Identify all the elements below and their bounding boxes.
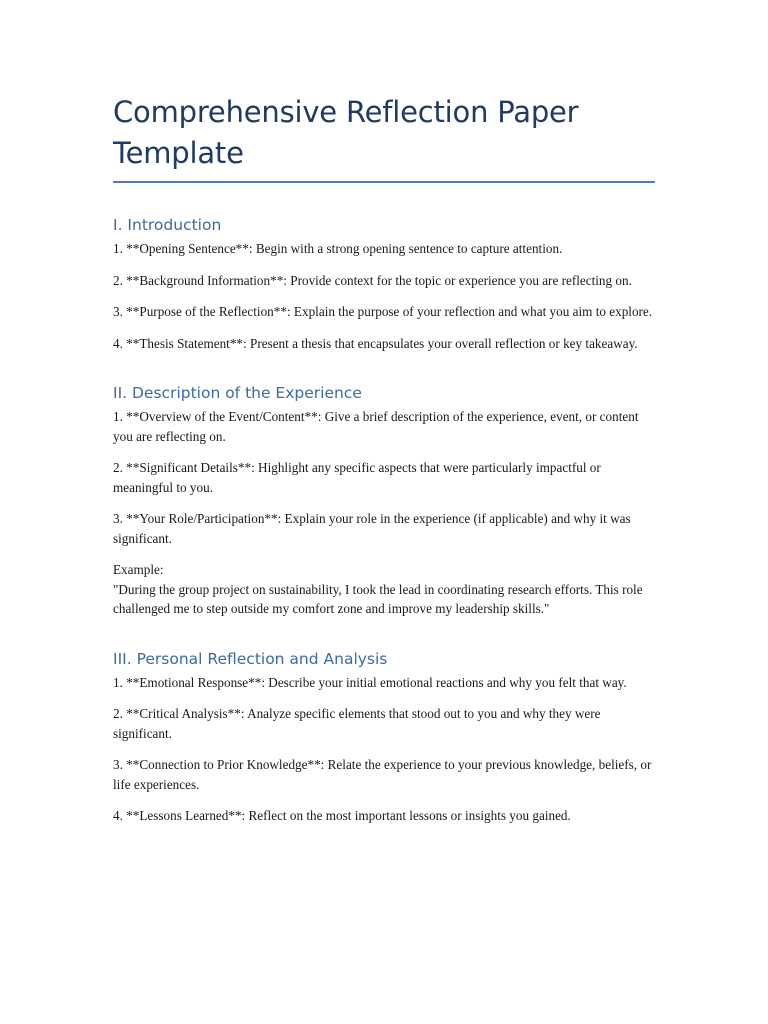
list-item: 3. **Your Role/Participation**: Explain your role in the experience (if applicable) and why it was significant.	[113, 511, 631, 546]
section-heading-reflection: III. Personal Reflection and Analysis	[113, 649, 388, 668]
title-underline	[113, 181, 655, 183]
list-item: 2. **Critical Analysis**: Analyze specific elements that stood out to you and why they were significant.	[113, 706, 601, 741]
list-item: 1. **Overview of the Event/Content**: Give a brief description of the experience, event, or content you are reflecting on.	[113, 409, 639, 444]
list-item: 4. **Thesis Statement**: Present a thesis that encapsulates your overall reflection or key takeaway.	[113, 335, 638, 351]
list-item: 1. **Opening Sentence**: Begin with a strong opening sentence to capture attention.	[113, 241, 563, 256]
document-title: Comprehensive Reflection Paper Template	[113, 95, 579, 170]
example-quote: "During the group project on sustainability, I took the lead in coordinating research efforts. This role challenged me to step outside my comfort zone and improve my leadership skills."	[113, 581, 643, 616]
list-item: 3. **Purpose of the Reflection**: Explain the purpose of your reflection and what you aim to explore.	[113, 304, 653, 319]
section-heading-description: II. Description of the Experience	[113, 384, 362, 402]
list-item: 1. **Emotional Response**: Describe your initial emotional reactions and why you felt that way.	[113, 674, 627, 690]
example-label: Example:	[113, 562, 164, 577]
list-item: 2. **Significant Details**: Highlight any specific aspects that were particularly impactful or meaningful to you.	[113, 460, 601, 495]
list-item: 4. **Lessons Learned**: Reflect on the most important lessons or insights you gained.	[113, 808, 571, 823]
list-item: 2. **Background Information**: Provide context for the topic or experience you are reflecting on.	[113, 272, 632, 288]
document-page	[113, 92, 655, 826]
section-heading-introduction: I. Introduction	[113, 216, 222, 234]
list-item: 3. **Connection to Prior Knowledge**: Relate the experience to your previous knowledge, beliefs, or life experiences.	[113, 757, 652, 792]
